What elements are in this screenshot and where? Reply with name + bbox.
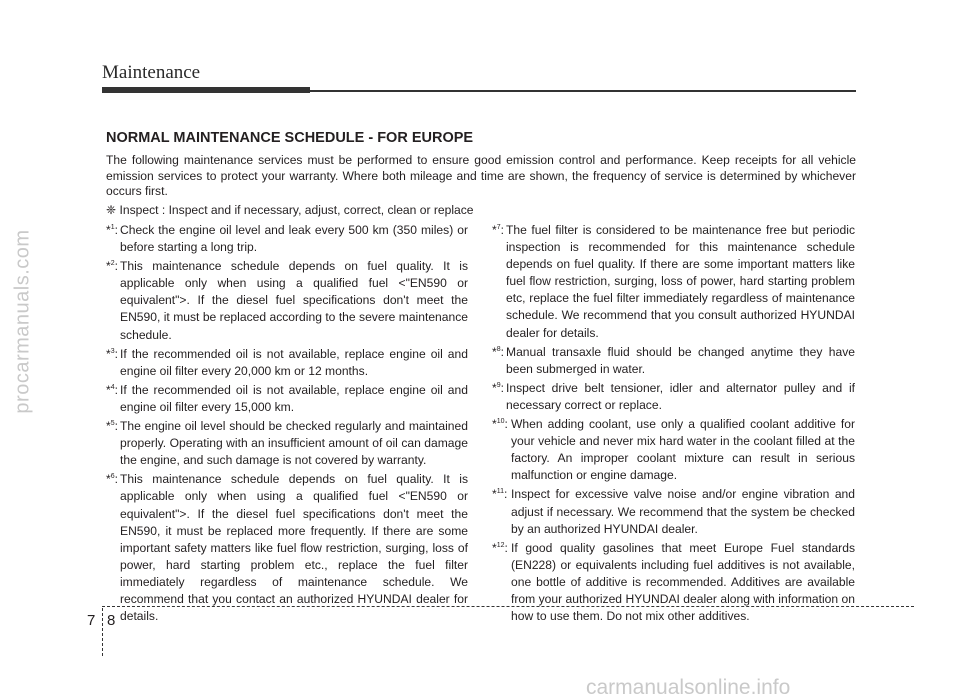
footnote-number: 6 [110, 473, 115, 481]
page-number-separator [102, 608, 103, 656]
footnote-marker: *$^8$: [492, 344, 504, 359]
footnote-marker: *$^4$: [106, 382, 118, 397]
watermark-left: procarmanuals.com [11, 229, 34, 414]
footnote-text: Manual transaxle fluid should be changed anytime they have been submerged in water. [506, 344, 855, 376]
footnote-text: If the recommended oil is not available, replace engine oil and engine oil filter every 15,000 km. [120, 382, 468, 414]
footnote-number: 2 [110, 260, 115, 268]
footnote [492, 344, 855, 378]
footnote-number: 10 [496, 418, 505, 426]
footnote-text: Check the engine oil level and leak every 500 km (350 miles) or before starting a long trip. [120, 223, 468, 255]
footnote-text: If good quality gasolines that meet Europe Fuel standards (EN228) or equivalents including fuel additives is not available, one bottle of additive is recommended. Additives are available from your authorized HYUNDAI dealer along with information on how to use them. Do not mix other additives. [511, 540, 855, 624]
header-rule-thin [310, 90, 856, 92]
footnote-number: 3 [110, 347, 115, 355]
footnote [492, 486, 855, 537]
notes-right-column [492, 222, 855, 627]
notes-left-column [106, 222, 468, 627]
footnote-number: 5 [110, 420, 115, 428]
footnote [492, 222, 855, 342]
footnote-marker: *$^3$: [106, 346, 118, 361]
footnote-marker: *$^7$: [492, 223, 504, 237]
footnote-text: Inspect drive belt tensioner, idler and alternator pulley and if necessary correct or replace. [506, 380, 855, 412]
footnote-text: The fuel filter is considered to be maintenance free but periodic inspection is recommended for this maintenance schedule depends on fuel quality. If there are some important matters like fuel flow restriction, surging, loss of power, hard starting problem etc, replace the fuel filter immediately regardless of maintenance schedule. We recommend that you consult authorized HYUNDAI dealer for details. [506, 223, 855, 340]
intro-paragraph: The following maintenance services must be performed to ensure good emission control and performance. Keep receipts for all vehicle emission services to protect your warranty. Where both mileage and time are shown, the frequency of service is determined by whichever occurs first. [106, 153, 856, 198]
inspect-note: ❈ Inspect : Inspect and if necessary, adjust, correct, clean or replace [106, 203, 474, 217]
footnote-number: 9 [496, 381, 501, 389]
chapter-number: 7 [87, 612, 96, 629]
footer-dashed-rule [102, 606, 914, 607]
footnote-text: The engine oil level should be checked regularly and maintained properly. Operating with an insufficient amount of oil can damage the engine, and such damage is not covered by warranty. [120, 419, 468, 468]
header-title: Maintenance [102, 62, 201, 83]
header-rule-thick [102, 87, 310, 93]
footnote-number: 7 [496, 224, 501, 231]
footnote-text: When adding coolant, use only a qualified coolant additive for your vehicle and never mix hard water in the coolant filled at the factory. An improper coolant mixture can result in serious malfunction or engine damage. [511, 417, 855, 483]
footnote-marker: *$^6$: [106, 472, 118, 487]
footnote-number: 8 [496, 345, 501, 353]
footnote [492, 540, 855, 625]
footnote [106, 258, 468, 343]
watermark-bottom: carmanualsonline.info [586, 676, 791, 699]
footnote-marker: *$^1$: [106, 223, 118, 237]
footnote-marker: *$^2$: [106, 259, 118, 274]
footnote [106, 471, 468, 625]
page-number: 8 [107, 612, 116, 629]
footnote-marker: *$^{10}$: [492, 417, 508, 432]
footnote-text: This maintenance schedule depends on fuel quality. It is applicable only when using a qualified fuel <"EN590 or equivalent">. If the diesel fuel specifications don't meet the EN590, it must be replaced more frequently. If there are some important safety matters like fuel flow restriction, surging, loss of power, hard starting problem etc., replace the fuel filter immediately regardless of maintenance schedule. We recommend that you contact an authorized HYUNDAI dealer for details. [120, 472, 468, 624]
footnote [106, 222, 468, 256]
footnote-number: 4 [110, 383, 115, 391]
footnote-number: 1 [110, 224, 115, 231]
footnote [492, 380, 855, 414]
footnote-number: 11 [496, 488, 504, 496]
footnote-text: If the recommended oil is not available, replace engine oil and engine oil filter every 20,000 km or 12 months. [120, 346, 468, 378]
footnote-number: 12 [496, 541, 505, 549]
footnote [106, 418, 468, 469]
footnote [492, 416, 855, 484]
footnote-marker: *$^{11}$: [492, 487, 508, 502]
footnote-marker: *$^5$: [106, 419, 118, 434]
footnote-text: This maintenance schedule depends on fuel quality. It is applicable only when using a qualified fuel <"EN590 or equivalent">. If the diesel fuel specifications don't meet the EN590, it must be replaced according to the severe maintenance schedule. [120, 259, 468, 342]
section-title: NORMAL MAINTENANCE SCHEDULE - FOR EUROPE [106, 130, 474, 146]
footnote-text: Inspect for excessive valve noise and/or engine vibration and adjust if necessary. We recommend that the system be checked by an authorized HYUNDAI dealer. [511, 487, 855, 536]
footnote-marker: *$^9$: [492, 380, 504, 395]
footnote [106, 346, 468, 380]
footnote [106, 382, 468, 416]
footnote-marker: *$^{12}$: [492, 540, 508, 555]
